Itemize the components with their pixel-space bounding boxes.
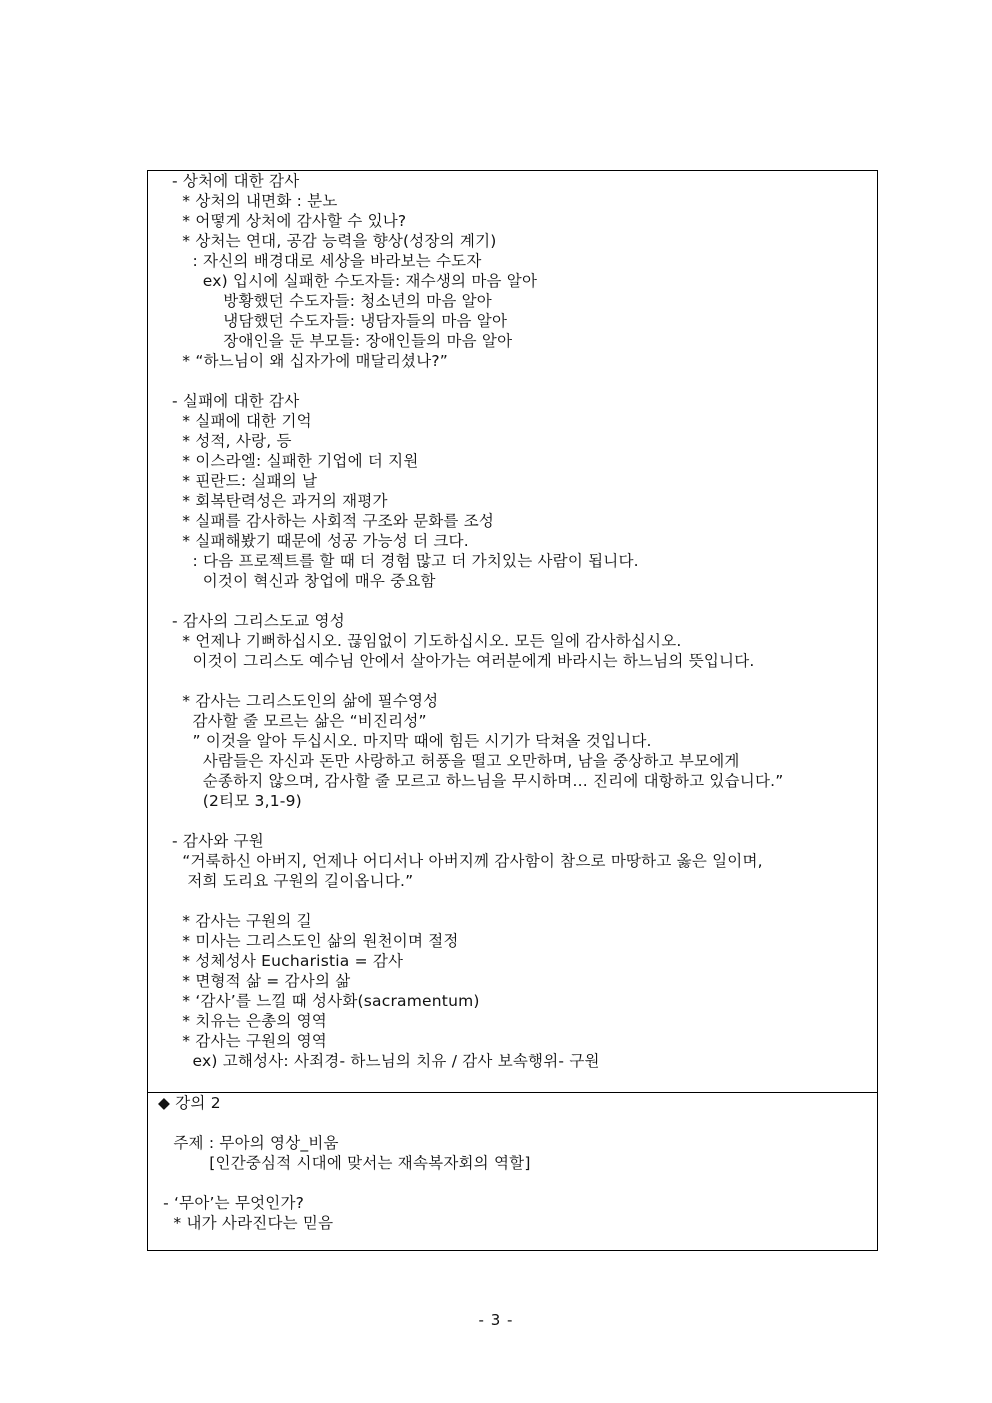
text-line: ex) 고해성사: 사죄경- 하느님의 치유 / 감사 보속행위- 구원 — [172, 1052, 600, 1070]
text-line: * “하느님이 왜 십자가에 매달리셨나?” — [172, 352, 449, 370]
text-line: * 실패에 대한 기억 — [172, 412, 312, 430]
text-line: 방황했던 수도자들: 청소년의 마음 알아 — [172, 292, 492, 310]
text-line: * 성적, 사랑, 등 — [172, 432, 292, 450]
content-box — [147, 170, 878, 1251]
text-line: * 실패를 감사하는 사회적 구조와 문화를 조성 — [172, 512, 495, 530]
text-line: * 감사는 구원의 길 — [172, 912, 312, 930]
text-line: 저희 도리요 구원의 길이옵니다.” — [172, 872, 414, 890]
text-line: * 감사는 구원의 영역 — [172, 1032, 327, 1050]
text-line: * 어떻게 상처에 감사할 수 있나? — [172, 212, 407, 230]
text-line: 이것이 그리스도 예수님 안에서 살아가는 여러분에게 바라시는 하느님의 뜻입니다. — [172, 652, 755, 670]
text-line: (2티모 3,1-9) — [172, 792, 302, 810]
text-line: * 내가 사라진다는 믿음 — [158, 1214, 334, 1232]
text-line: - 감사와 구원 — [172, 832, 264, 850]
text-line: * 감사는 그리스도인의 삶에 필수영성 — [172, 692, 439, 710]
section-divider — [148, 1092, 877, 1093]
text-line: : 다음 프로젝트를 할 때 더 경험 많고 더 가치있는 사람이 됩니다. — [172, 552, 639, 570]
text-line: ex) 입시에 실패한 수도자들: 재수생의 마음 알아 — [172, 272, 538, 290]
text-line: * 상처는 연대, 공감 능력을 향상(성장의 계기) — [172, 232, 497, 250]
text-line: 냉담했던 수도자들: 냉담자들의 마음 알아 — [172, 312, 508, 330]
text-line: * 핀란드: 실패의 날 — [172, 472, 318, 490]
text-line: * 치유는 은총의 영역 — [172, 1012, 327, 1030]
text-line: * 면형적 삶 = 감사의 삶 — [172, 972, 351, 990]
text-line: * 이스라엘: 실패한 기업에 더 지원 — [172, 452, 419, 470]
text-line: * 언제나 기뻐하십시오. 끊임없이 기도하십시오. 모든 일에 감사하십시오. — [172, 632, 682, 650]
text-line: 장애인을 둔 부모들: 장애인들의 마음 알아 — [172, 332, 513, 350]
text-line: 이것이 혁신과 창업에 매우 중요함 — [172, 572, 436, 590]
text-line: 사람들은 자신과 돈만 사랑하고 허풍을 떨고 오만하며, 남을 중상하고 부모에게 — [172, 752, 740, 770]
page-number: - 3 - — [478, 1311, 514, 1329]
text-line: ◆ 강의 2 — [158, 1094, 221, 1112]
text-line: “거룩하신 아버지, 언제나 어디서나 아버지께 감사함이 참으로 마땅하고 옳은 일이며, — [172, 852, 763, 870]
text-line: : 자신의 배경대로 세상을 바라보는 수도자 — [172, 252, 482, 270]
text-line: 순종하지 않으며, 감사할 줄 모르고 하느님을 무시하며... 진리에 대항하고 있습니다.” — [172, 772, 784, 790]
text-line: * 회복탄력성은 과거의 재평가 — [172, 492, 388, 510]
text-line: * 미사는 그리스도인 삶의 원천이며 절정 — [172, 932, 459, 950]
text-line: * 성체성사 Eucharistia = 감사 — [172, 952, 404, 970]
text-line: - 상처에 대한 감사 — [172, 172, 300, 190]
text-line: * 상처의 내면화 : 분노 — [172, 192, 338, 210]
text-line: * 실패해봤기 때문에 성공 가능성 더 크다. — [172, 532, 469, 550]
text-line: 주제 : 무아의 영상_비움 — [158, 1134, 339, 1152]
text-line: [인간중심적 시대에 맞서는 재속복자회의 역할] — [158, 1154, 531, 1172]
text-line: ” 이것을 알아 두십시오. 마지막 때에 힘든 시기가 닥쳐올 것입니다. — [172, 732, 652, 750]
text-line: - 실패에 대한 감사 — [172, 392, 300, 410]
text-line: - 감사의 그리스도교 영성 — [172, 612, 345, 630]
text-line: 감사할 줄 모르는 삶은 “비진리성” — [172, 712, 427, 730]
text-line: - ‘무아’는 무엇인가? — [158, 1194, 305, 1212]
text-line: * ‘감사’를 느낄 때 성사화(sacramentum) — [172, 992, 480, 1010]
